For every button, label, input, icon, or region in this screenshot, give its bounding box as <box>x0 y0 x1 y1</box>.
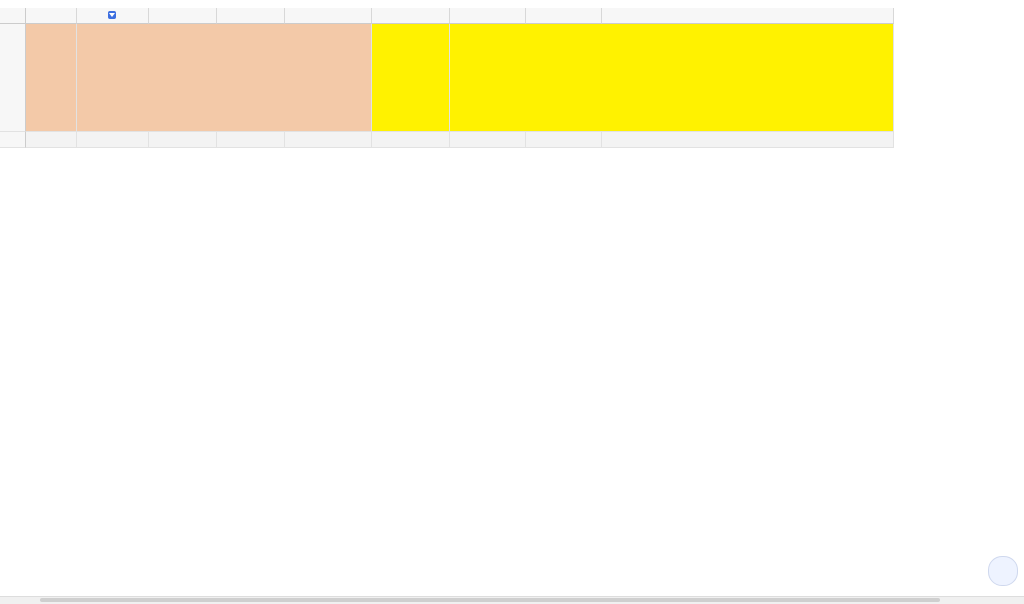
column-header-g[interactable] <box>450 8 526 24</box>
title-row <box>26 132 894 148</box>
column-header-d[interactable] <box>217 8 285 24</box>
action-origin-cell[interactable] <box>26 24 77 132</box>
column-header-i[interactable] <box>602 8 894 24</box>
select-all-corner[interactable] <box>0 8 26 24</box>
column-header-c[interactable] <box>149 8 217 24</box>
filter-icon[interactable] <box>108 11 116 19</box>
instructions-cell[interactable] <box>450 24 894 132</box>
title-cell-index[interactable] <box>26 132 77 148</box>
title-cell-track[interactable] <box>450 132 526 148</box>
story-cell[interactable] <box>77 24 372 132</box>
title-cell-identity[interactable] <box>217 132 285 148</box>
row-header-1[interactable] <box>0 24 26 132</box>
title-cell-location[interactable] <box>526 132 602 148</box>
column-header-f[interactable] <box>372 8 450 24</box>
title-cell-gender[interactable] <box>77 132 149 148</box>
title-cell-case[interactable] <box>372 132 450 148</box>
title-cell-details[interactable] <box>602 132 894 148</box>
row-header-2[interactable] <box>0 132 26 148</box>
title-cell-age[interactable] <box>149 132 217 148</box>
column-headers <box>26 8 894 24</box>
horizontal-scrollbar-thumb[interactable] <box>40 598 940 602</box>
column-header-e[interactable] <box>285 8 372 24</box>
info-row <box>26 24 894 132</box>
column-header-a[interactable] <box>26 8 77 24</box>
top-toolbar-strip <box>0 0 1024 8</box>
fill-instructions-label-cell[interactable] <box>372 24 450 132</box>
title-cell-missing-time[interactable] <box>285 132 372 148</box>
column-header-h[interactable] <box>526 8 602 24</box>
column-header-b[interactable] <box>77 8 149 24</box>
assistant-avatar-icon[interactable] <box>988 556 1018 586</box>
